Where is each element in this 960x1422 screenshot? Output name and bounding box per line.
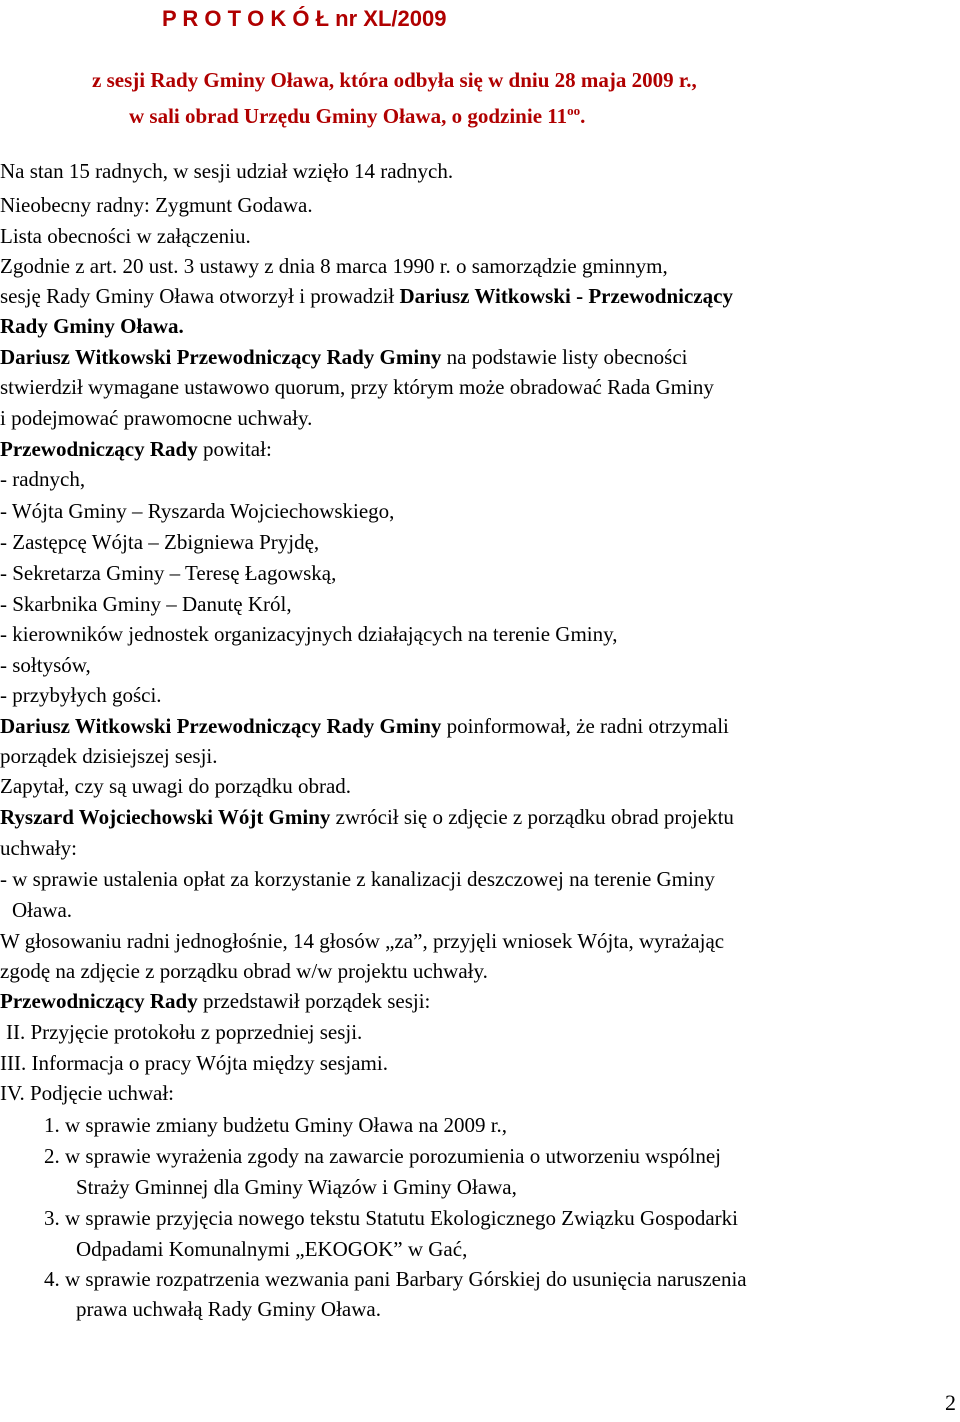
quorum-line-3: i podejmować prawomocne uchwały. <box>0 406 313 430</box>
resolution-2: 2. w sprawie wyrażenia zgody na zawarcie porozumienia o utworzeniu wspólnej <box>44 1144 721 1168</box>
page-number: 2 <box>945 1390 956 1415</box>
resolution-3-continued: Odpadami Komunalnymi „EKOGOK” w Gać, <box>76 1237 468 1261</box>
greeting-item: - kierowników jednostek organizacyjnych działających na terenie Gminy, <box>0 622 618 646</box>
intro-line-3: Lista obecności w załączeniu. <box>0 224 251 248</box>
intro-line-6: Rady Gminy Oława. <box>0 314 184 338</box>
vote-line-2: zgodę na zdjęcie z porządku obrad w/w projektu uchwały. <box>0 959 488 983</box>
greeting-item: - Sekretarza Gminy – Teresę Łagowską, <box>0 561 337 585</box>
request-line-4: Oława. <box>12 898 73 922</box>
request-line-3: - w sprawie ustalenia opłat za korzystanie z kanalizacji deszczowej na terenie Gminy <box>0 867 715 891</box>
document-title: P R O T O K Ó Ł nr XL/2009 <box>162 6 447 31</box>
order-heading: Przewodniczący Rady przedstawił porządek sesji: <box>0 989 431 1013</box>
greeting-item: - radnych, <box>0 467 86 491</box>
request-line-2: uchwały: <box>0 836 77 860</box>
greeting-heading: Przewodniczący Rady powitał: <box>0 437 272 461</box>
greeting-item: - Wójta Gminy – Ryszarda Wojciechowskiego, <box>0 499 395 523</box>
agenda-info-line-1: Dariusz Witkowski Przewodniczący Rady Gminy poinformował, że radni otrzymali <box>0 714 729 738</box>
intro-line-5: sesję Rady Gminy Oława otworzył i prowadził Dariusz Witkowski - Przewodniczący <box>0 284 733 308</box>
agenda-info-line-2: porządek dzisiejszej sesji. <box>0 744 218 768</box>
quorum-line-1: Dariusz Witkowski Przewodniczący Rady Gminy na podstawie listy obecności <box>0 345 688 369</box>
request-line-1: Ryszard Wojciechowski Wójt Gminy zwrócił się o zdjęcie z porządku obrad projektu <box>0 805 734 829</box>
greeting-item: - Zastępcę Wójta – Zbigniewa Pryjdę, <box>0 530 320 554</box>
resolution-4-continued: prawa uchwałą Rady Gminy Oława. <box>76 1297 381 1321</box>
quorum-line-2: stwierdził wymagane ustawowo quorum, przy którym może obradować Rada Gminy <box>0 375 714 399</box>
greeting-item: - Skarbnika Gminy – Danutę Król, <box>0 592 292 616</box>
resolution-2-continued: Straży Gminnej dla Gminy Wiązów i Gminy Oława, <box>76 1175 517 1199</box>
vote-line-1: W głosowaniu radni jednogłośnie, 14 głosów „za”, przyjęli wniosek Wójta, wyrażając <box>0 929 725 953</box>
agenda-item-3: III. Informacja o pracy Wójta między sesjami. <box>0 1051 388 1075</box>
subtitle-line-1: z sesji Rady Gminy Oława, która odbyła się w dniu 28 maja 2009 r., <box>92 68 697 92</box>
resolution-1: 1. w sprawie zmiany budżetu Gminy Oława na 2009 r., <box>44 1113 508 1137</box>
intro-line-4: Zgodnie z art. 20 ust. 3 ustawy z dnia 8 marca 1990 r. o samorządzie gminnym, <box>0 254 668 278</box>
intro-line-1: Na stan 15 radnych, w sesji udział wzięło 14 radnych. <box>0 159 454 183</box>
resolution-4: 4. w sprawie rozpatrzenia wezwania pani Barbary Górskiej do usunięcia naruszenia <box>44 1267 747 1291</box>
agenda-info-line-3: Zapytał, czy są uwagi do porządku obrad. <box>0 774 352 798</box>
intro-line-2: Nieobecny radny: Zygmunt Godawa. <box>0 193 313 217</box>
greeting-item: - sołtysów, <box>0 653 91 677</box>
greeting-item: - przybyłych gości. <box>0 683 162 707</box>
subtitle-line-2: w sali obrad Urzędu Gminy Oława, o godzinie $11^{oo}$. <box>129 103 586 128</box>
agenda-item-2: II. Przyjęcie protokołu z poprzedniej sesji. <box>6 1020 363 1044</box>
agenda-item-4: IV. Podjęcie uchwał: <box>0 1081 174 1105</box>
resolution-3: 3. w sprawie przyjęcia nowego tekstu Statutu Ekologicznego Związku Gospodarki <box>44 1206 738 1230</box>
